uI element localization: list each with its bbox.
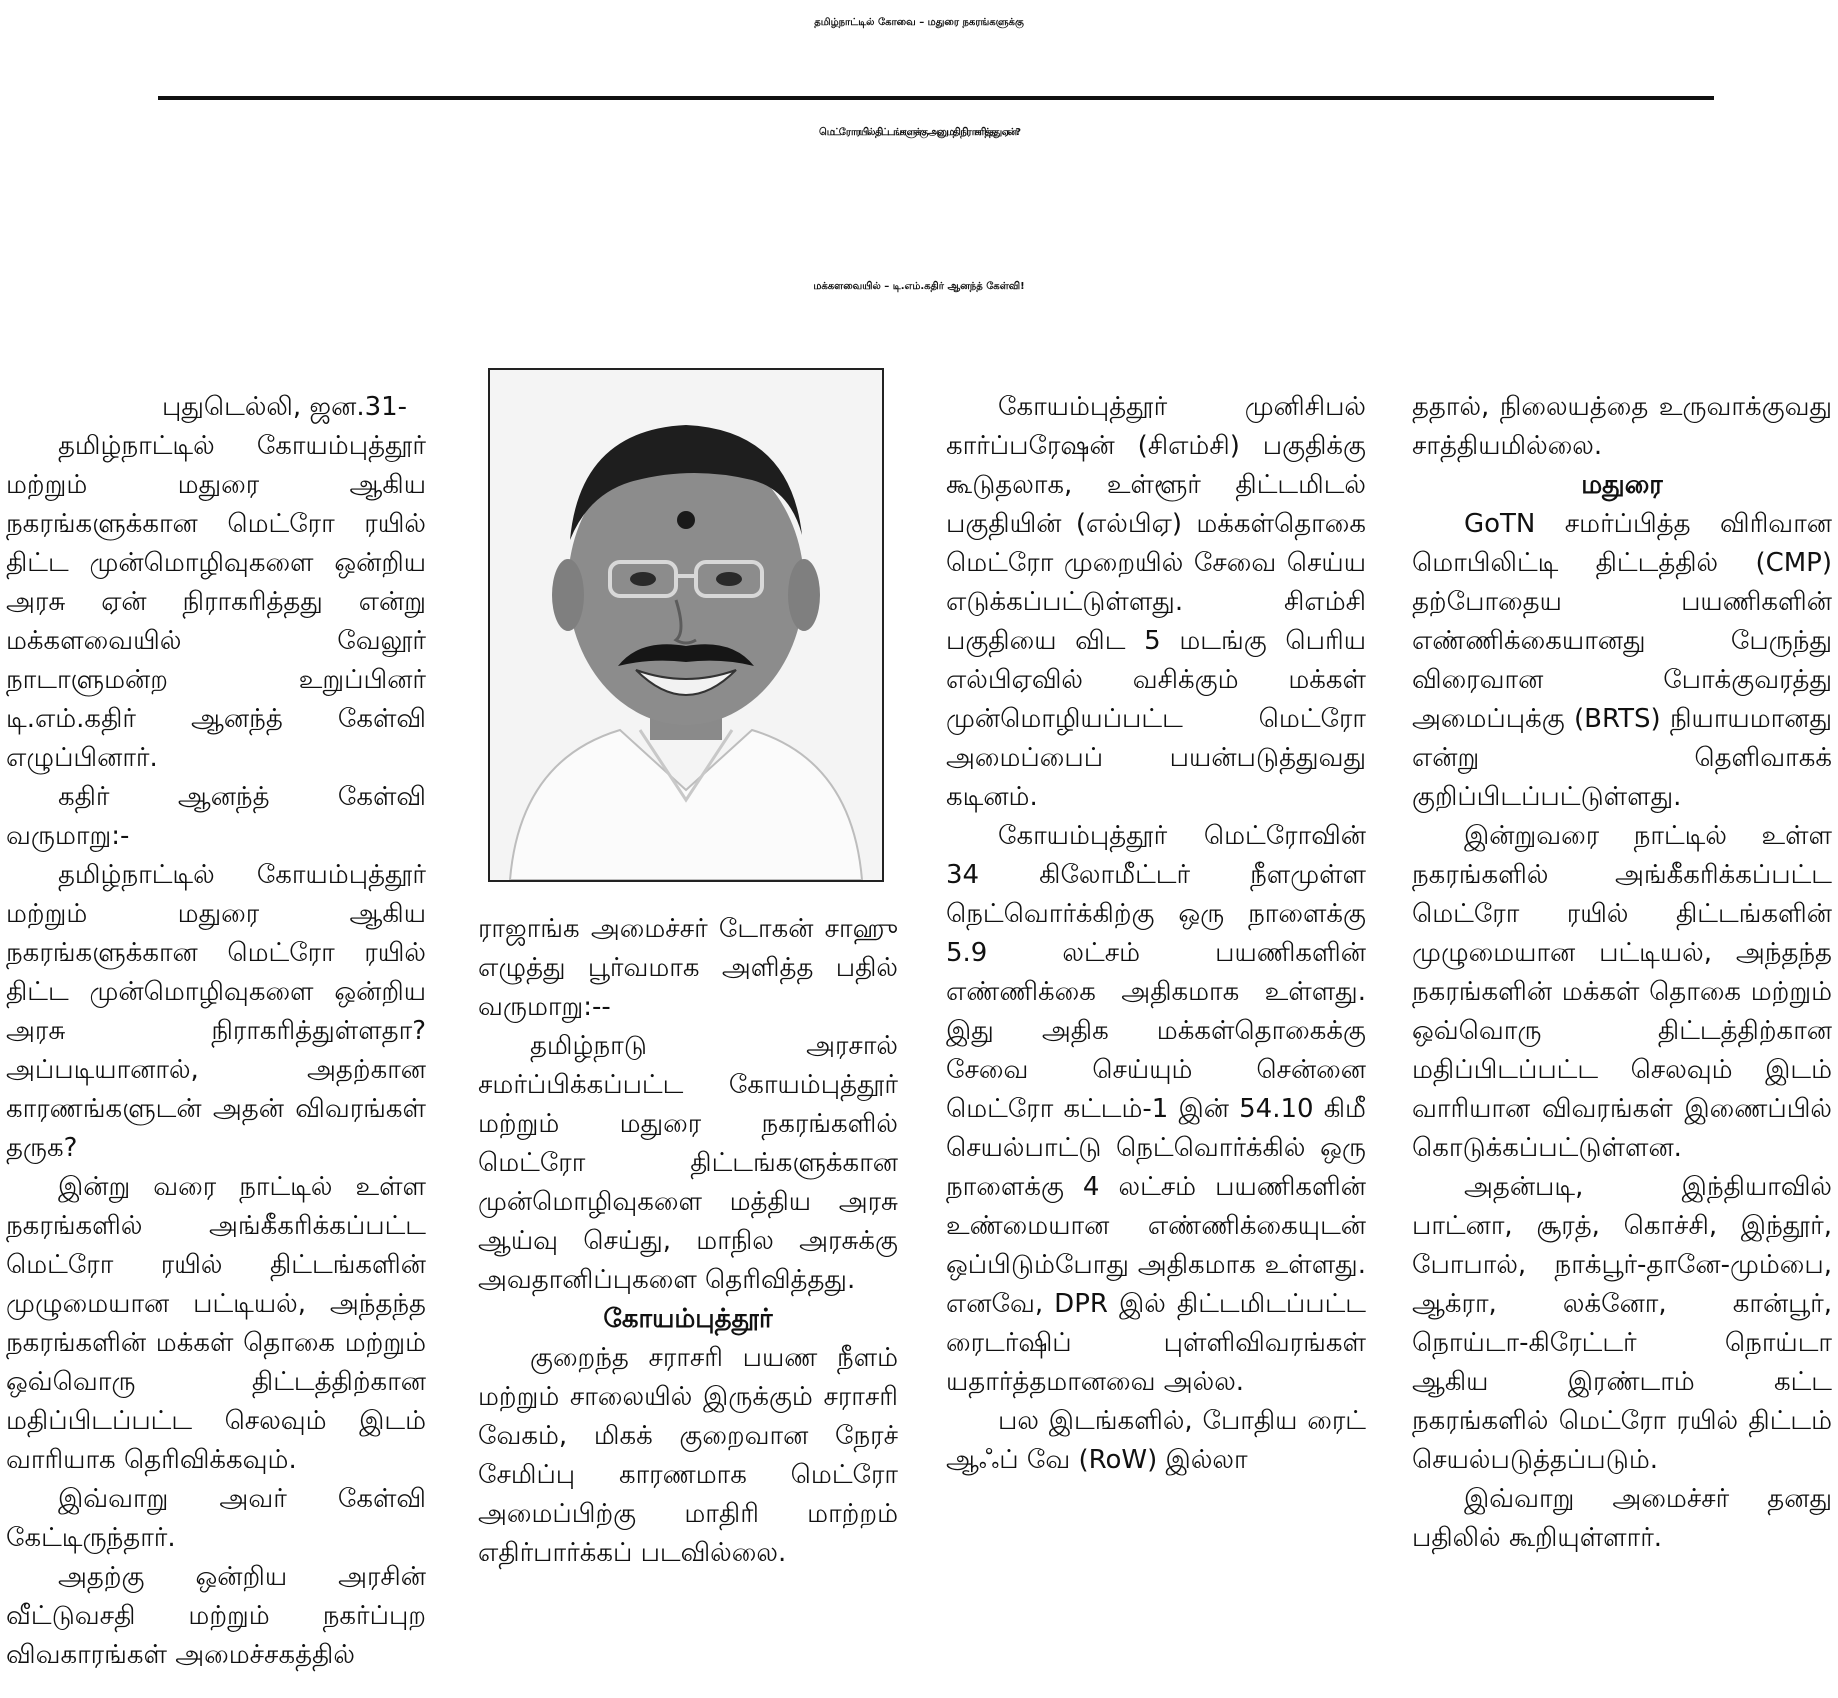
article-column-3	[946, 388, 1366, 1480]
kicker-underline	[158, 96, 1714, 100]
article-column-1	[6, 388, 426, 1675]
paragraph: கோயம்புத்தூர் முனிசிபல் கார்ப்பரேஷன் (சிஎம்சி) பகுதிக்கு கூடுதலாக, உள்ளூர் திட்டமிடல் பகுதியின் (எல்பிஏ) மக்கள்தொகை மெட்ரோ முறையில் சேவை செய்ய எடுக்கப்பட்டுள்ளது. சிஎம்சி பகுதியை விட 5 மடங்கு பெரிய எல்பிஏவில் வசிக்கும் மக்கள் முன்மொழியப்பட்ட மெட்ரோ அமைப்பைப் பயன்படுத்துவது கடினம்.	[946, 392, 1366, 812]
paragraph: தமிழ்நாடு அரசால் சமர்ப்பிக்கப்பட்ட கோயம்புத்தூர் மற்றும் மதுரை நகரங்களில் மெட்ரோ திட்டங்களுக்கான முன்மொழிவுகளை மத்திய அரசு ஆய்வு செய்து, மாநில அரசுக்கு அவதானிப்புகளை தெரிவித்தது.	[478, 1031, 898, 1295]
headline-kicker: தமிழ்நாட்டில் கோவை – மதுரை நகரங்களுக்கு	[814, 17, 1024, 28]
paragraph: பல இடங்களில், போதிய ரைட் ஆஃப் வே (RoW) இல்லா	[946, 1406, 1366, 1475]
portrait-photo	[488, 368, 884, 882]
headline-deck: மக்களவையில் – டி.எம்.கதிர் ஆனந்த் கேள்வி!	[813, 281, 1025, 292]
paragraph: இன்று வரை நாட்டில் உள்ள நகரங்களில் அங்கீகரிக்கப்பட்ட மெட்ரோ ரயில் திட்டங்களின் முழுமையான பட்டியல், அந்தந்த நகரங்களின் மக்கள் தொகை மற்றும் ஒவ்வொரு திட்டத்திற்கான மதிப்பிடப்பட்ட செலவும் இடம் வாரியாக தெரிவிக்கவும்.	[6, 1172, 426, 1475]
paragraph: தமிழ்நாட்டில் கோயம்புத்தூர் மற்றும் மதுரை ஆகிய நகரங்களுக்கான மெட்ரோ ரயில் திட்ட முன்மொழிவுகளை ஒன்றிய அரசு நிராகரித்துள்ளதா? அப்படியானால், அதற்கான காரணங்களுடன் அதன் விவரங்கள் தருக?	[6, 860, 426, 1163]
paragraph: GoTN சமர்ப்பித்த விரிவான மொபிலிட்டி திட்டத்தில் (CMP) தற்போதைய பயணிகளின் எண்ணிக்கையானது பேருந்து விரைவான போக்குவரத்து அமைப்புக்கு (BRTS) நியாயமானது என்று தெளிவாகக் குறிப்பிடப்பட்டுள்ளது.	[1412, 509, 1832, 812]
paragraph: ராஜாங்க அமைச்சர் டோகன் சாஹு எழுத்து பூர்வமாக அளித்த பதில் வருமாறு:--	[478, 914, 898, 1022]
paragraph: குறைந்த சராசரி பயண நீளம் மற்றும் சாலையில் இருக்கும் சராசரி வேகம், மிகக் குறைவான நேரச் சேமிப்பு காரணமாக மெட்ரோ அமைப்பிற்கு மாதிரி மாற்றம் எதிர்பார்க்கப் படவில்லை.	[478, 1343, 898, 1568]
paragraph: ததால், நிலையத்தை உருவாக்குவது சாத்தியமில்லை.	[1412, 392, 1832, 461]
article-column-4	[1412, 388, 1832, 1558]
paragraph: இன்றுவரை நாட்டில் உள்ள நகரங்களில் அங்கீகரிக்கப்பட்ட மெட்ரோ ரயில் திட்டங்களின் முழுமையான பட்டியல், அந்தந்த நகரங்களின் மக்கள் தொகை மற்றும் ஒவ்வொரு திட்டத்திற்கான மதிப்பிடப்பட்ட செலவும் இடம் வாரியான விவரங்கள் இணைப்பில் கொடுக்கப்பட்டுள்ளன.	[1412, 821, 1832, 1163]
paragraph: இவ்வாறு அமைச்சர் தனது பதிலில் கூறியுள்ளார்.	[1412, 1484, 1832, 1553]
paragraph: இவ்வாறு அவர் கேள்வி கேட்டிருந்தார்.	[6, 1484, 426, 1553]
paragraph: கதிர் ஆனந்த் கேள்வி வருமாறு:-	[6, 782, 426, 851]
subheading: கோயம்புத்தூர்	[603, 1304, 773, 1334]
paragraph: அதன்படி, இந்தியாவில் பாட்னா, சூரத், கொச்சி, இந்தூர், போபால், நாக்பூர்-தானே-மும்பை, ஆக்ரா, லக்னோ, கான்பூர், நொய்டா-கிரேட்டர் நொய்டா ஆகிய இரண்டாம் கட்ட நகரங்களில் மெட்ரோ ரயில் திட்டம் செயல்படுத்தப்படும்.	[1412, 1172, 1832, 1475]
dateline: புதுடெல்லி, ஜன.31-	[162, 392, 408, 422]
headline-main: மெட்ரோ ரயில் திட்டங்களுக்கு அனுமதி நிராகரித்தது ஏன்?	[818, 127, 1019, 138]
paragraph: அதற்கு ஒன்றிய அரசின் வீட்டுவசதி மற்றும் நகர்ப்புற விவகாரங்கள் அமைச்சகத்தில்	[6, 1562, 426, 1670]
portrait-illustration	[490, 370, 882, 880]
paragraph: கோயம்புத்தூர் மெட்ரோவின் 34 கிலோமீட்டர் நீளமுள்ள நெட்வொர்க்கிற்கு ஒரு நாளைக்கு 5.9 லட்சம் பயணிகளின் எண்ணிக்கை அதிகமாக உள்ளது. இது அதிக மக்கள்தொகைக்கு சேவை செய்யும் சென்னை மெட்ரோ கட்டம்-1 இன் 54.10 கிமீ செயல்பாட்டு நெட்வொர்க்கில் ஒரு நாளைக்கு 4 லட்சம் பயணிகளின் உண்மையான எண்ணிக்கையுடன் ஒப்பிடும்போது அதிகமாக உள்ளது. எனவே, DPR இல் திட்டமிடப்பட்ட ரைடர்ஷிப் புள்ளிவிவரங்கள் யதார்த்தமானவை அல்ல.	[946, 821, 1366, 1397]
article-column-2	[478, 910, 898, 1573]
subheading: மதுரை	[1581, 470, 1663, 500]
paragraph: தமிழ்நாட்டில் கோயம்புத்தூர் மற்றும் மதுரை ஆகிய நகரங்களுக்கான மெட்ரோ ரயில் திட்ட முன்மொழிவுகளை ஒன்றிய அரசு ஏன் நிராகரித்தது என்று மக்களவையில் வேலூர் நாடாளுமன்ற உறுப்பினர் டி.எம்.கதிர் ஆனந்த் கேள்வி எழுப்பினார்.	[6, 431, 426, 773]
